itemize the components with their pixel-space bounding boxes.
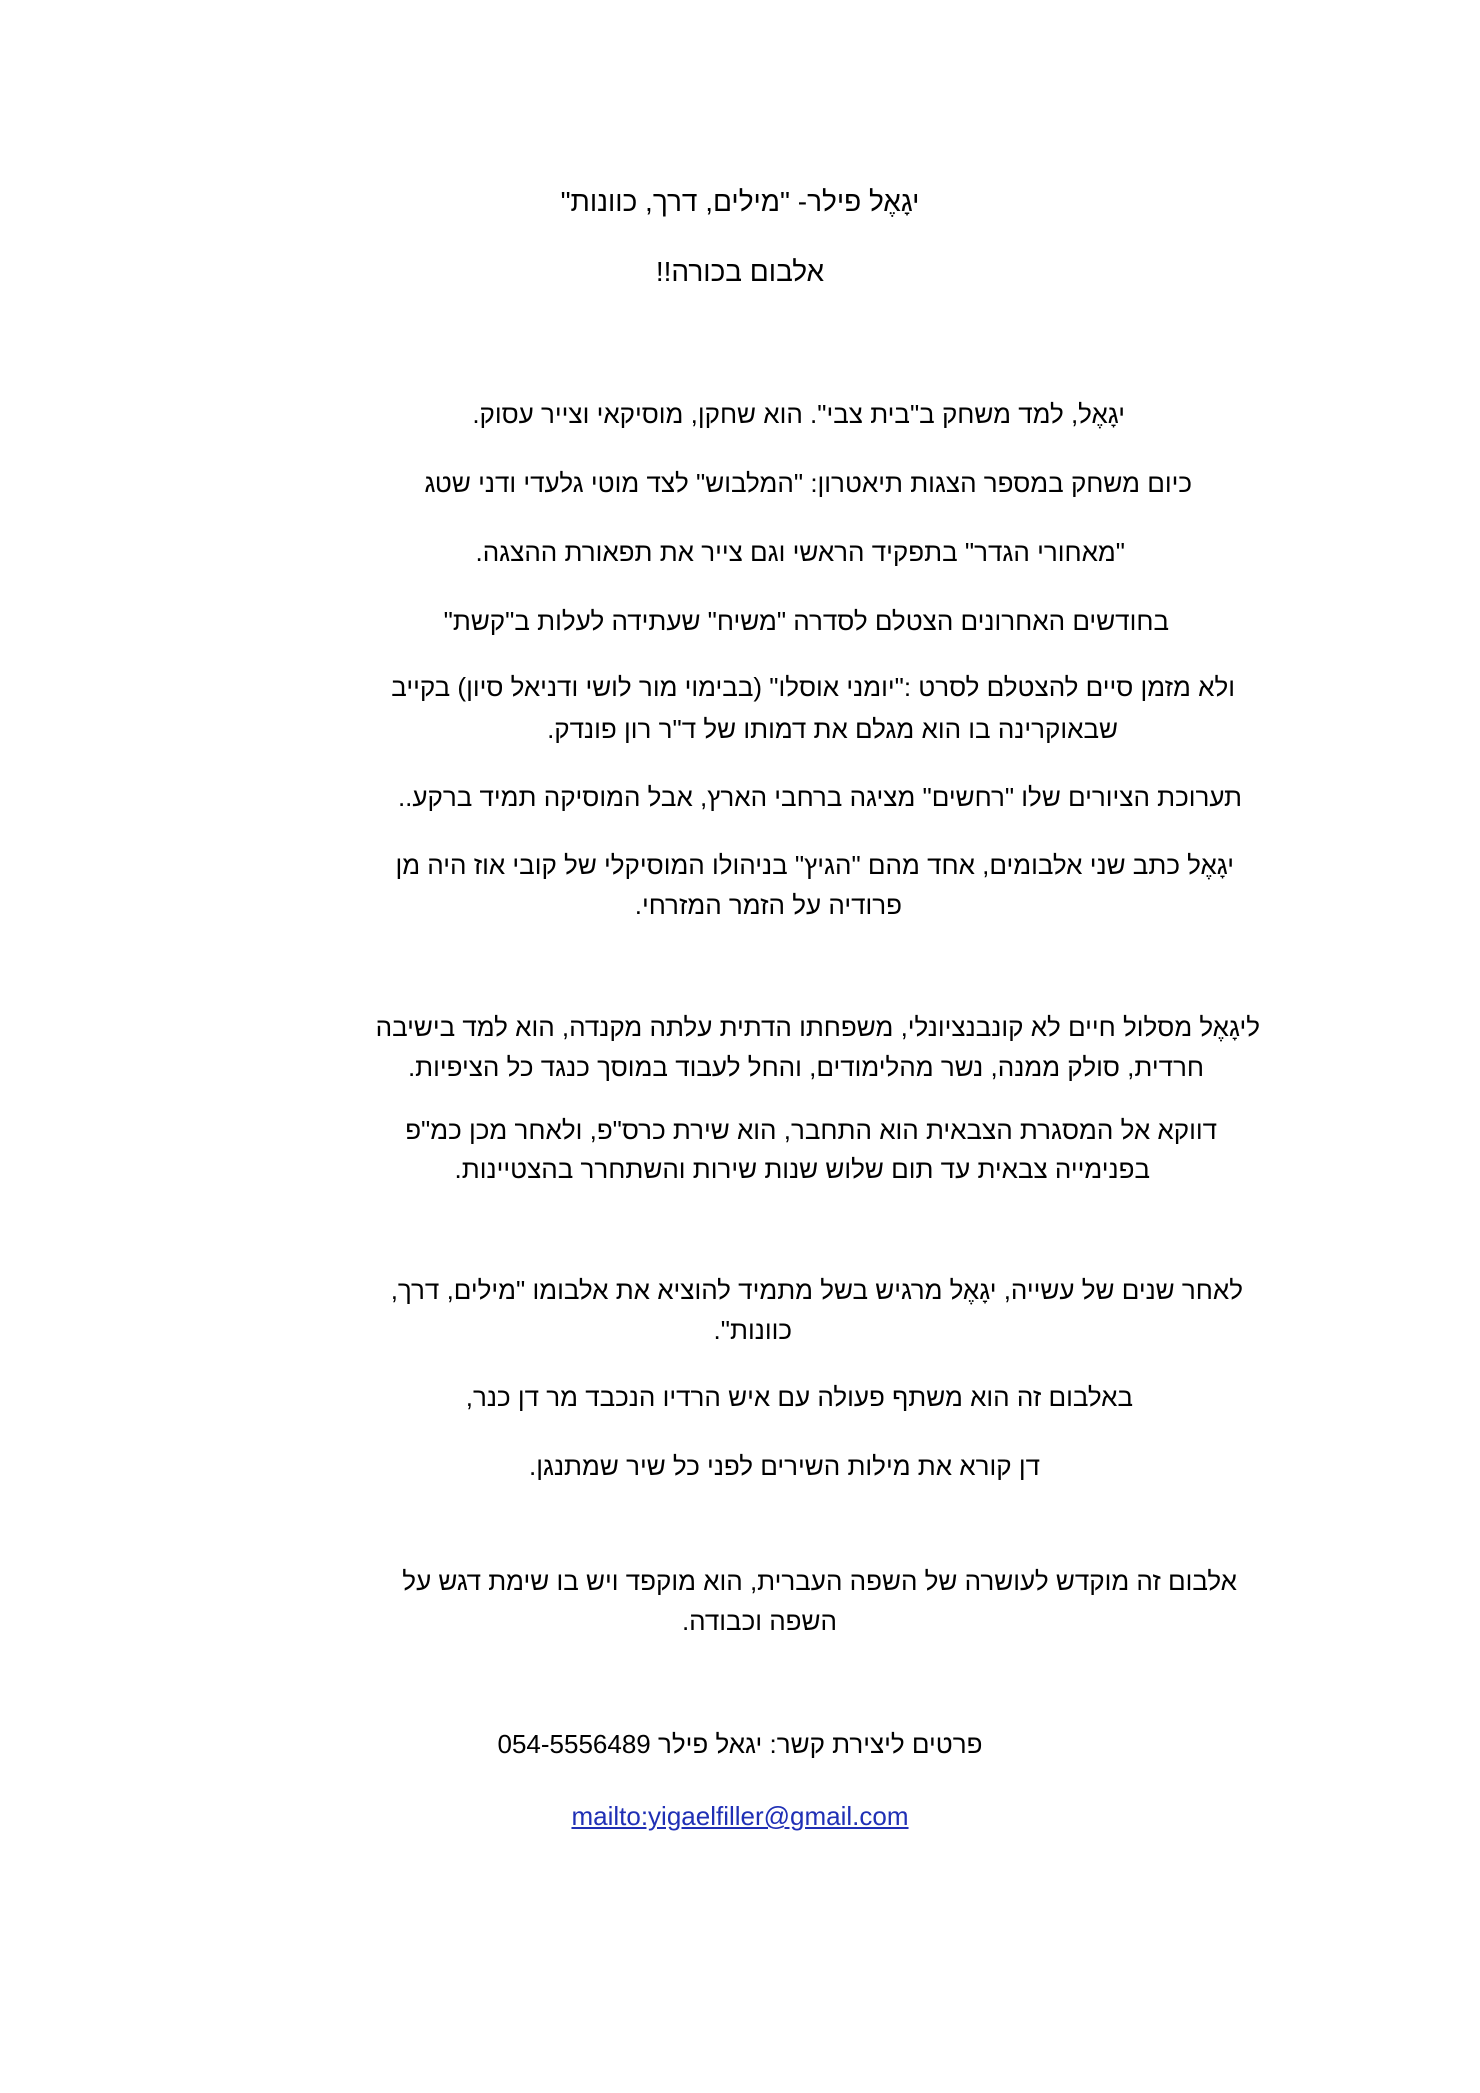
paragraph-line: כוונות". <box>713 1315 792 1345</box>
paragraph-line: כיום משחק במספר הצגות תיאטרון: "המלבוש" לצד מוטי גלעדי ודני שטג <box>424 468 1192 498</box>
page-title: יגָאֶל פילר- "מילים, דרך, כוונות" <box>560 186 920 217</box>
paragraph-line: בחודשים האחרונים הצטלם לסדרה "משיח" שעתידה לעלות ב"קשת" <box>443 606 1169 636</box>
paragraph-line: תערוכת הציורים שלו "רחשים" מציגה ברחבי הארץ, אבל המוסיקה תמיד ברקע.. <box>397 782 1242 812</box>
paragraph-line: יגָאֶל, למד משחק ב"בית צבי". הוא שחקן, מוסיקאי וצייר עסוק. <box>472 399 1125 429</box>
paragraph-line: דן קורא את מילות השירים לפני כל שיר שמתנגן. <box>528 1451 1040 1481</box>
paragraph-line: "מאחורי הגדר" בתפקיד הראשי וגם צייר את תפאורת ההצגה. <box>475 537 1125 567</box>
paragraph-line: אלבום זה מוקדש לעושרה של השפה העברית, הוא מוקפד ויש בו שימת דגש על <box>402 1566 1237 1596</box>
paragraph-line: השפה וכבודה. <box>681 1606 837 1636</box>
paragraph-line: לאחר שנים של עשייה, יגָאֶל מרגיש בשל מתמיד להוציא את אלבומו "מילים, דרך, <box>390 1275 1243 1305</box>
paragraph-line: חרדית, סולק ממנה, נשר מהלימודים, והחל לעבוד במוסך כנגד כל הציפיות. <box>407 1052 1204 1082</box>
paragraph-line: בפנימייה צבאית עד תום שלוש שנות שירות והשתחרר בהצטיינות. <box>454 1154 1150 1184</box>
paragraph-line: פרודיה על הזמר המזרחי. <box>634 890 902 920</box>
page-subtitle: אלבום בכורה!! <box>655 256 825 287</box>
paragraph-line: באלבום זה הוא משתף פעולה עם איש הרדיו הנכבד מר דן כנר, <box>465 1382 1133 1412</box>
email-link[interactable]: mailto:yigaelfiller@gmail.com <box>571 1801 909 1831</box>
paragraph-line: יגָאֶל כתב שני אלבומים, אחד מהם "הגיץ" בניהולו המוסיקלי של קובי אוז היה מן <box>395 850 1234 880</box>
paragraph-line: דווקא אל המסגרת הצבאית הוא התחבר, הוא שירת כרס"פ, ולאחר מכן כמ"פ <box>405 1115 1217 1145</box>
paragraph-line: שבאוקרינה בו הוא מגלם את דמותו של ד"ר רון פונדק. <box>547 714 1118 744</box>
paragraph-line: ליגָאֶל מסלול חיים לא קונבנציונלי, משפחתו הדתית עלתה מקנדה, הוא למד בישיבה <box>375 1012 1260 1042</box>
contact-details: פרטים ליצירת קשר: יגאל פילר 054-5556489 <box>497 1729 983 1759</box>
paragraph-line: ולא מזמן סיים להצטלם לסרט :"יומני אוסלו" (בבימוי מור לושי ודניאל סיון) בקייב <box>391 672 1235 702</box>
